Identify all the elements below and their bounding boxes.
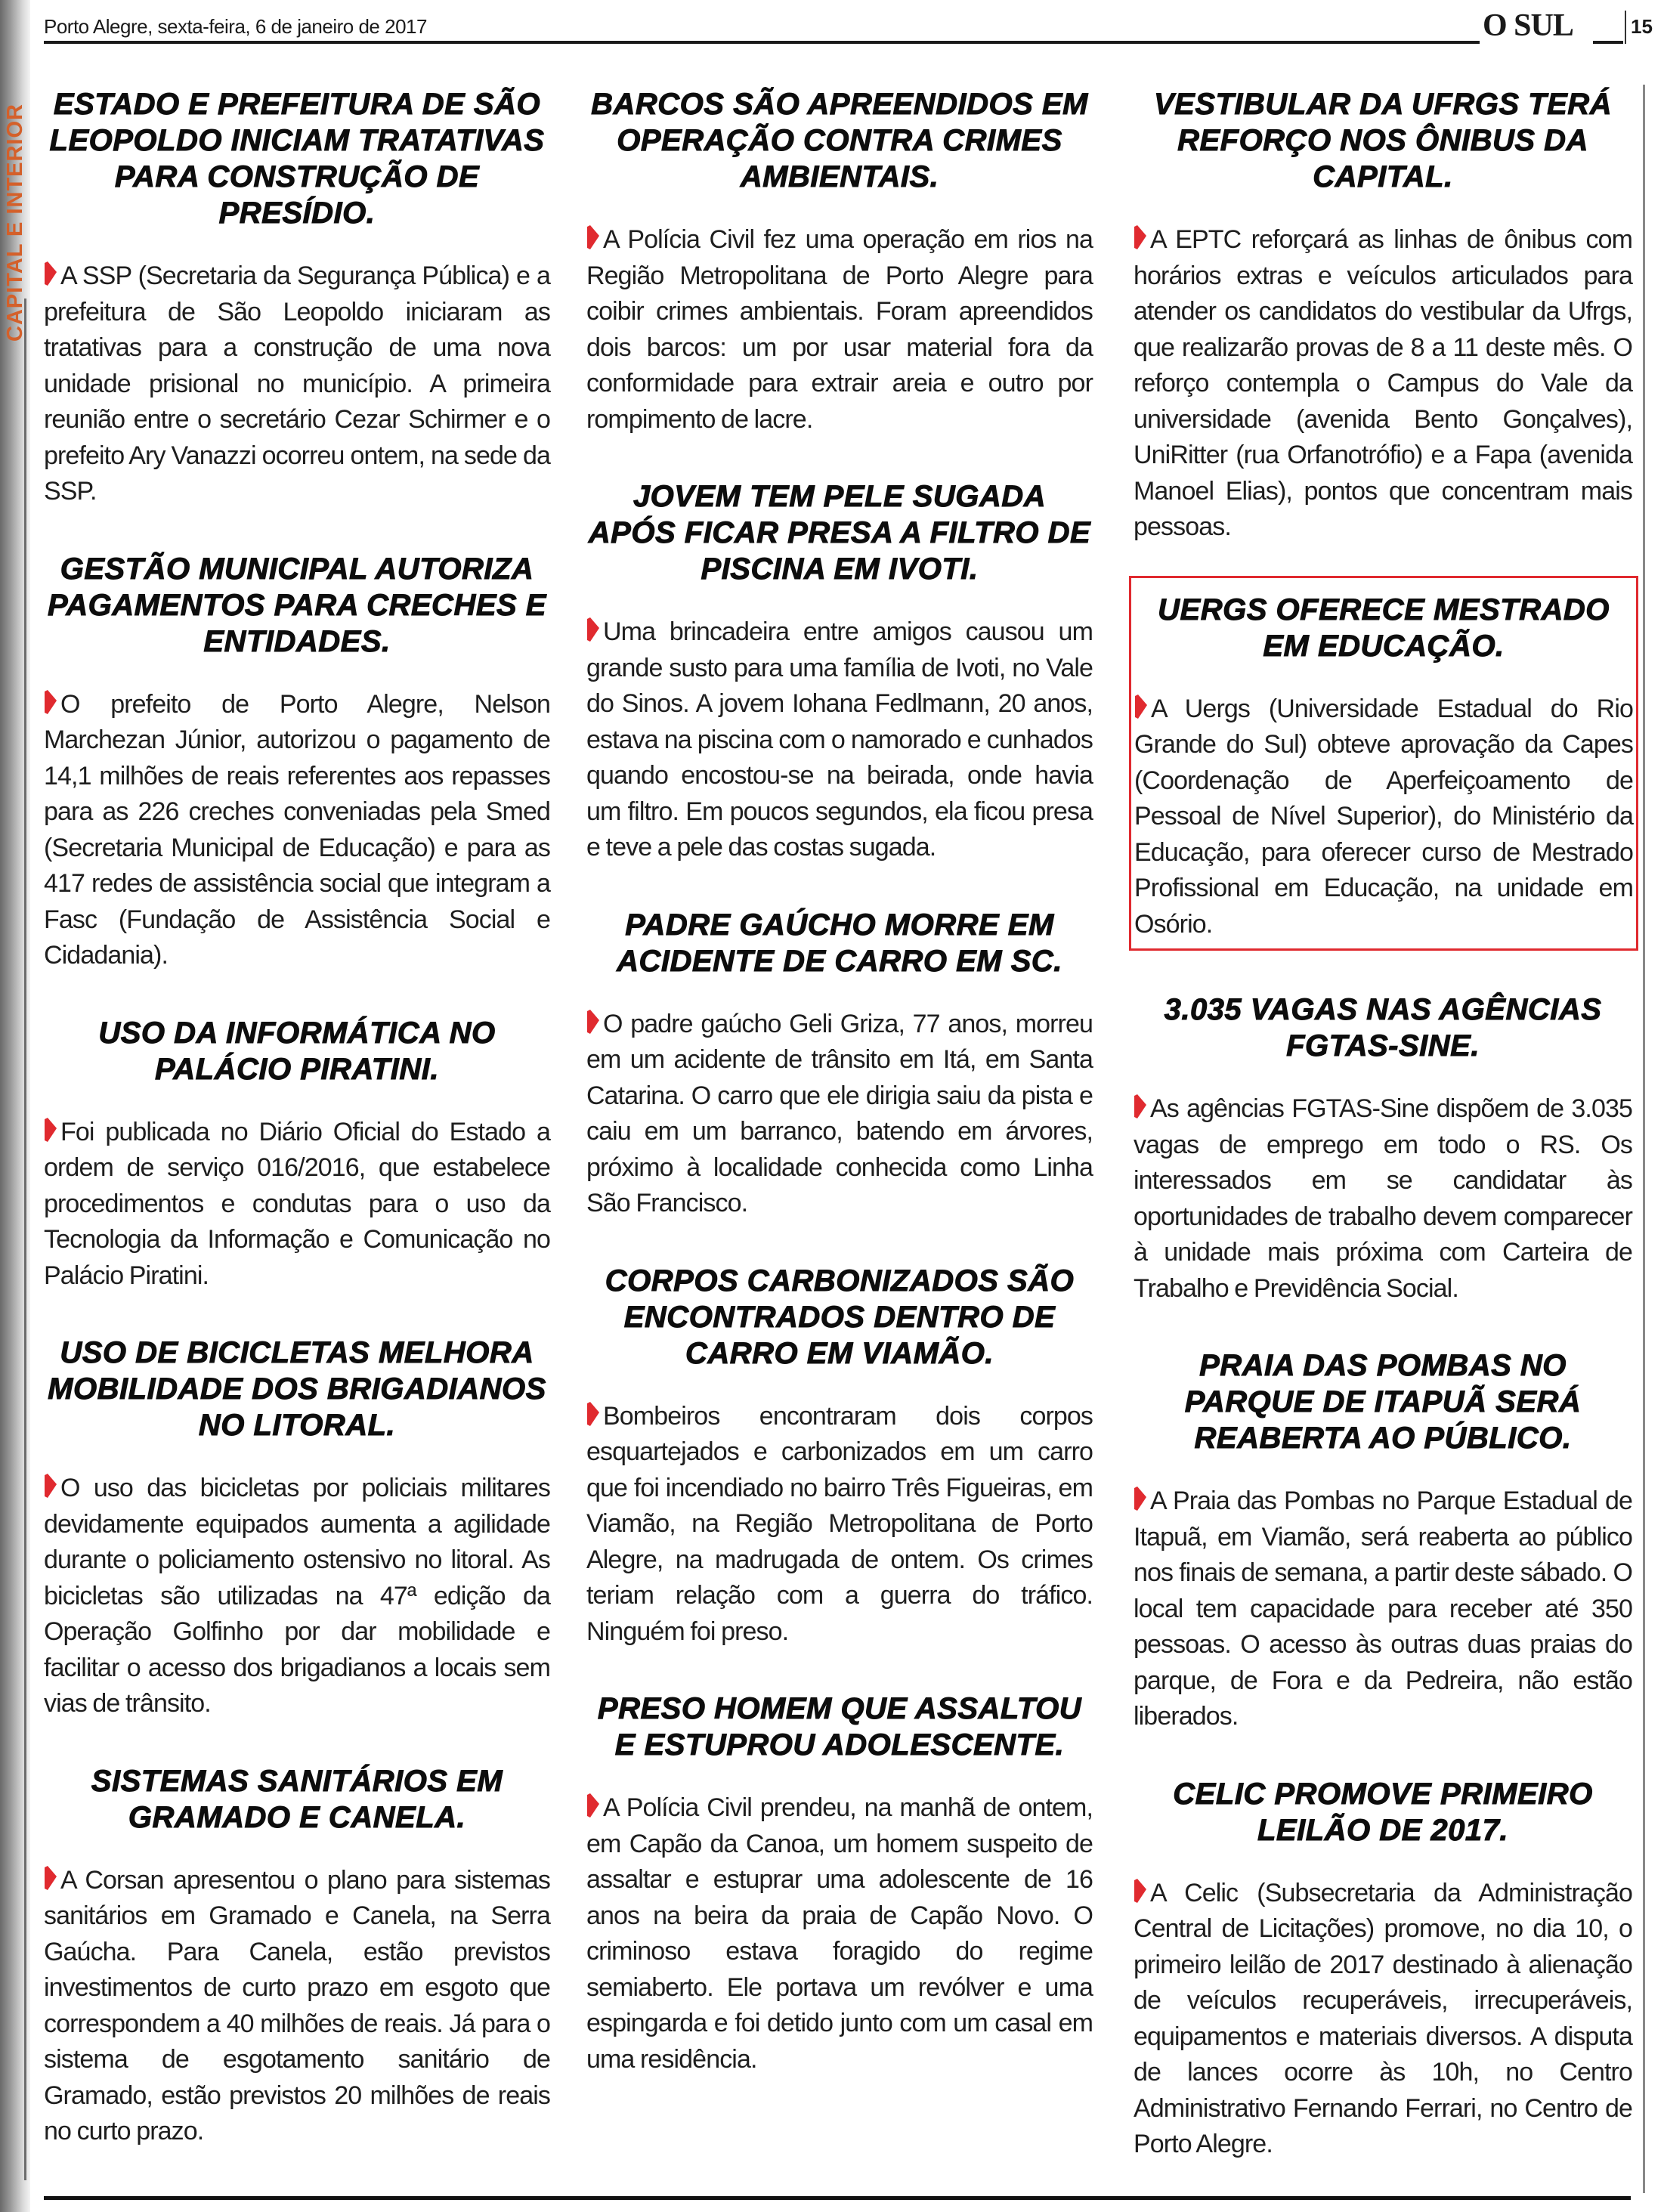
news-item <box>586 468 1093 866</box>
news-item <box>1134 1337 1632 1735</box>
article-text: O uso das bicicletas por policiais militares devidamente equipados aumenta a agilidade durante o policiamento ostensivo no litoral. As bicicletas são utilizadas na 47ª edição da Operação Golfinho por dar mobilidade e facilitar o acesso dos brigadianos a locais sem vias de trânsito. <box>44 1474 550 1718</box>
column-1 <box>44 76 550 2180</box>
red-arrow-bullet-icon <box>586 1010 600 1035</box>
news-item <box>1134 76 1632 546</box>
brand-rule <box>1593 41 1623 44</box>
news-item <box>586 1680 1093 2077</box>
masthead-rule <box>44 41 1480 44</box>
article-body <box>1134 691 1633 943</box>
red-arrow-bullet-icon <box>44 1474 57 1499</box>
news-item <box>44 1004 550 1295</box>
red-arrow-bullet-icon <box>44 261 57 287</box>
red-arrow-bullet-icon <box>1134 225 1147 251</box>
red-arrow-bullet-icon <box>44 1118 57 1143</box>
highlighted-news-item <box>1129 576 1638 951</box>
article-text: Bombeiros encontraram dois corpos esquartejados e carbonizados em um carro que foi incendiado no bairro Três Figueiras, em Viamão, na Região Metropolitana de Porto Alegre, na madrugada de ontem. Os crimes teriam relação com a guerra do tráfico. Ninguém foi preso. <box>586 1401 1093 1646</box>
article-text: Foi publicada no Diário Oficial do Estado a ordem de serviço 016/2016, que estabelece procedimentos e condutas para o uso da Tecnologia da Informação e Comunicação no Palácio Piratini. <box>44 1117 550 1290</box>
news-item <box>1134 1765 1632 2163</box>
red-arrow-bullet-icon <box>1134 1879 1147 1904</box>
article-body <box>1134 222 1632 546</box>
dateline: Porto Alegre, sexta-feira, 6 de janeiro de 2017 <box>44 15 427 38</box>
article-body <box>586 1790 1093 2077</box>
news-item <box>586 896 1093 1222</box>
article-text: A Celic (Subsecretaria da Administração Central de Licitações) promove, no dia 10, o primeiro leilão de 2017 destinado à alienação de veículos recuperáveis, irrecuperáveis, equipamentos e materiais diversos. A disputa de lances ocorre às 10h, no Centro Administrativo Fernando Ferrari, no Centro de Porto Alegre. <box>1134 1878 1632 2158</box>
headline: PADRE GAÚCHO MORRE EM ACIDENTE DE CARRO EM SC. <box>617 908 1062 978</box>
headline: ESTADO E PREFEITURA DE SÃO LEOPOLDO INICIAM TRATATIVAS PARA CONSTRUÇÃO DE PRESÍDIO. <box>49 88 545 230</box>
article-body <box>586 1007 1093 1222</box>
red-arrow-bullet-icon <box>586 617 600 643</box>
article-body <box>44 1863 550 2150</box>
red-arrow-bullet-icon <box>586 1402 600 1428</box>
article-body <box>1134 1876 1632 2163</box>
headline: 3.035 VAGAS NAS AGÊNCIAS FGTAS-SINE. <box>1164 993 1602 1063</box>
headline: PRESO HOMEM QUE ASSALTOU E ESTUPROU ADOLESCENTE. <box>597 1692 1082 1762</box>
article-text: A Praia das Pombas no Parque Estadual de Itapuã, em Viamão, será reaberta ao público nos finais de semana, a partir deste sábado. O local tem capacidade para receber até 350 pessoas. O acesso às outras duas praias do parque, de Fora e da Pedreira, não estão liberados. <box>1134 1487 1632 1731</box>
column-3 <box>1134 76 1632 2193</box>
headline: JOVEM TEM PELE SUGADA APÓS FICAR PRESA A FILTRO DE PISCINA EM IVOTI. <box>588 480 1091 586</box>
headline: USO DA INFORMÁTICA NO PALÁCIO PIRATINI. <box>98 1016 496 1086</box>
article-body <box>586 614 1093 866</box>
red-arrow-bullet-icon <box>1134 1094 1147 1120</box>
article-text: As agências FGTAS-Sine dispõem de 3.035 vagas de emprego em todo o RS. Os interessados em se candidatar às oportunidades de trabalho devem comparecer à unidade mais próxima com Carteira de Trabalho e Previdência Social. <box>1134 1094 1632 1303</box>
news-item <box>586 1252 1093 1650</box>
article-body <box>586 222 1093 438</box>
column-2 <box>586 76 1093 2108</box>
page-number: 15 <box>1631 15 1653 38</box>
article-text: O prefeito de Porto Alegre, Nelson Marchezan Júnior, autorizou o pagamento de 14,1 milhões de reais referentes aos repasses para as 226 creches conveniadas pela Smed (Secretaria Municipal de Educação) e para as 417 redes de assistência social que integram a Fasc (Fundação de Assistência Social e Cidadania). <box>44 689 550 970</box>
article-text: A Polícia Civil fez uma operação em rios na Região Metropolitana de Porto Alegre para coibir crimes ambientais. Foram apreendidos dois barcos: um por usar material fora da conformidade para extrair areia e outro por rompimento de lacre. <box>586 225 1093 434</box>
article-text: A EPTC reforçará as linhas de ônibus com horários extras e veículos articulados para atender os candidatos do vestibular da Ufrgs, que realizarão provas de 8 a 11 deste mês. O reforço contempla o Campus do Vale da universidade (avenida Bento Gonçalves), UniRitter (rua Orfanotrófio) e a Fapa (avenida Manoel Elias), pontos que concentram mais pessoas. <box>1134 225 1632 541</box>
red-arrow-bullet-icon <box>44 690 57 716</box>
section-label-text: CAPITAL E INTERIOR <box>2 103 27 342</box>
news-item <box>44 76 550 510</box>
news-item <box>586 76 1093 438</box>
article-body <box>44 258 550 510</box>
article-body <box>1134 1091 1632 1307</box>
article-body <box>586 1399 1093 1650</box>
red-arrow-bullet-icon <box>1134 1487 1147 1512</box>
headline: CELIC PROMOVE PRIMEIRO LEILÃO DE 2017. <box>1173 1777 1593 1847</box>
red-arrow-bullet-icon <box>586 1793 600 1819</box>
headline: UERGS OFERECE MESTRADO EM EDUCAÇÃO. <box>1158 592 1610 663</box>
article-body <box>44 1471 550 1722</box>
newspaper-brand: O SUL <box>1483 8 1573 43</box>
article-body <box>44 687 550 974</box>
article-text: A Corsan apresentou o plano para sistemas sanitários em Gramado e Canela, na Serra Gaúcha. Para Canela, estão previstos investimentos de curto prazo em esgoto que correspondem a 40 milhões de reais. Já para o sistema de esgotamento sanitário de Gramado, estão previstos 20 milhões de reais no curto prazo. <box>44 1865 550 2145</box>
article-text: Uma brincadeira entre amigos causou um grande susto para uma família de Ivoti, no Vale do Sinos. A jovem Iohana Fedlmann, 20 anos, estava na piscina com o namorado e cunhados quando encostou-se na beirada, onde havia um filtro. Em poucos segundos, ela ficou presa e teve a pele das costas sugada. <box>586 617 1093 862</box>
red-arrow-bullet-icon <box>44 1866 57 1892</box>
news-item <box>44 540 550 974</box>
masthead <box>36 9 1661 47</box>
headline: GESTÃO MUNICIPAL AUTORIZA PAGAMENTOS PARA CRECHES E ENTIDADES. <box>48 552 546 658</box>
right-margin-rule <box>1643 85 1645 2193</box>
article-text: O padre gaúcho Geli Griza, 77 anos, morreu em um acidente de trânsito em Itá, em Santa Catarina. O carro que ele dirigia saiu da pista e caiu em um barranco, batendo em árvores, próximo à localidade conhecida como Linha São Francisco. <box>586 1009 1093 1217</box>
page-number-separator <box>1625 11 1626 44</box>
bottom-rule <box>44 2196 1631 2200</box>
section-label <box>2 86 29 358</box>
red-arrow-bullet-icon <box>1134 695 1148 720</box>
news-item <box>44 1324 550 1722</box>
headline: BARCOS SÃO APREENDIDOS EM OPERAÇÃO CONTRA CRIMES AMBIENTAIS. <box>591 88 1088 193</box>
article-text: A Polícia Civil prendeu, na manhã de ontem, em Capão da Canoa, um homem suspeito de assaltar e estuprar uma adolescente de 16 anos na beira da praia de Capão Novo. O criminoso estava foragido do regime semiaberto. Ele portava um revólver e uma espingarda e foi detido junto com um casal em uma residência. <box>586 1793 1093 2074</box>
news-item <box>1134 981 1632 1307</box>
headline: PRAIA DAS POMBAS NO PARQUE DE ITAPUÃ SERÁ REABERTA AO PÚBLICO. <box>1184 1349 1582 1455</box>
article-body <box>44 1115 550 1295</box>
article-body <box>1134 1483 1632 1735</box>
headline: VESTIBULAR DA UFRGS TERÁ REFORÇO NOS ÔNIBUS DA CAPITAL. <box>1153 88 1613 193</box>
headline: CORPOS CARBONIZADOS SÃO ENCONTRADOS DENTRO DE CARRO EM VIAMÃO. <box>605 1264 1075 1370</box>
article-text: A SSP (Secretaria da Segurança Pública) e a prefeitura de São Leopoldo iniciaram as tratativas para a construção de uma nova unidade prisional no município. A primeira reunião entre o secretário Cezar Schirmer e o prefeito Ary Vanazzi ocorreu ontem, na sede da SSP. <box>44 261 550 506</box>
headline: USO DE BICICLETAS MELHORA MOBILIDADE DOS BRIGADIANOS NO LITORAL. <box>48 1336 546 1442</box>
news-item <box>44 1753 550 2150</box>
gutter-divider <box>24 299 26 2180</box>
article-text: A Uergs (Universidade Estadual do Rio Grande do Sul) obteve aprovação da Capes (Coordenação de Aperfeiçoamento de Pessoal de Nível Superior), do Ministério da Educação, para oferecer curso de Mestrado Profissional em Educação, na unidade em Osório. <box>1134 694 1633 939</box>
red-arrow-bullet-icon <box>586 225 600 251</box>
headline: SISTEMAS SANITÁRIOS EM GRAMADO E CANELA. <box>91 1764 503 1834</box>
